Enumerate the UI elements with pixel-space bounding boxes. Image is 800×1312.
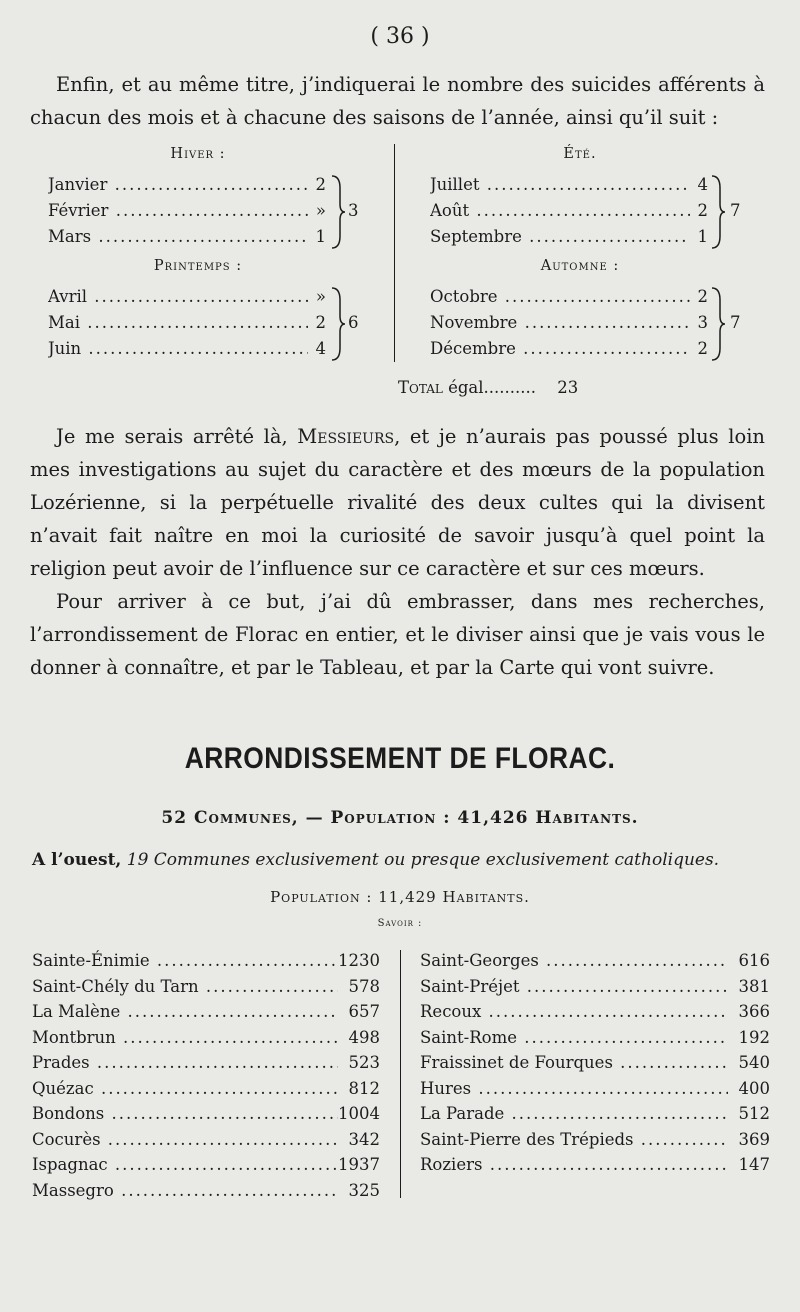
commune-population: 578 (348, 976, 380, 996)
month-row (430, 198, 708, 224)
total-label: Total (398, 378, 443, 397)
month-name: Février ..... (48, 198, 308, 224)
commune-row (32, 948, 380, 974)
month-name: Juillet ..... (430, 172, 690, 198)
month-row (48, 198, 326, 224)
month-name: Décembre ..... (430, 336, 690, 362)
month-name: Juin ..... (48, 336, 308, 362)
season-heading-winter: Hiver : (170, 146, 226, 162)
commune-population: 812 (348, 1078, 380, 1098)
commune-name: Sainte-Énimie ..... (32, 948, 338, 974)
commune-name: Montbrun ..... (32, 1025, 338, 1051)
month-row (430, 172, 708, 198)
arrondissement-subtitle: 52 Communes, — Population : 41,426 Habitants. (161, 808, 639, 828)
commune-row (32, 1025, 380, 1051)
commune-row (32, 1101, 380, 1127)
season-heading-autumn: Automne : (540, 258, 620, 274)
brace-spring (330, 286, 346, 362)
commune-row (420, 1152, 770, 1178)
commune-row (420, 974, 770, 1000)
summer-sum: 7 (730, 201, 741, 220)
commune-name: Bondons ..... (32, 1101, 338, 1127)
month-row (430, 336, 708, 362)
month-row (48, 224, 326, 250)
seasons-table (48, 140, 758, 372)
commune-name: La Malène ..... (32, 999, 338, 1025)
ouest-population-text: Population : 11,429 Habitants. (270, 888, 530, 906)
season-heading-summer: Été. (563, 146, 597, 162)
intro-paragraph (30, 68, 765, 134)
commune-population: 369 (738, 1129, 770, 1149)
month-row (430, 310, 708, 336)
body-paragraphs (30, 420, 765, 684)
commune-row (420, 948, 770, 974)
commune-name: Hures ..... (420, 1076, 728, 1102)
month-value: 1 (315, 227, 326, 246)
commune-name: Roziers ..... (420, 1152, 728, 1178)
month-name: Septembre ..... (430, 224, 690, 250)
commune-row (32, 1178, 380, 1204)
month-value: 4 (697, 175, 708, 194)
arrondissement-title: ARRONDISSEMENT DE FLORAC. (184, 742, 616, 775)
commune-population: 366 (738, 1002, 770, 1021)
commune-name: Saint-Préjet ..... (420, 974, 728, 1000)
page-number: ( 36 ) (370, 24, 430, 49)
total-value: 23 (557, 378, 579, 397)
commune-population: 498 (348, 1027, 380, 1047)
commune-name: Saint-Chély du Tarn ..... (32, 974, 338, 1000)
month-value: 2 (697, 201, 708, 220)
seasons-total (398, 378, 578, 397)
commune-population: 192 (738, 1027, 770, 1047)
commune-population: 512 (738, 1104, 770, 1123)
seasons-divider (394, 144, 395, 362)
commune-name: Saint-Georges ..... (420, 948, 728, 974)
brace-summer (710, 174, 726, 250)
month-name: Novembre ..... (430, 310, 690, 336)
month-name: Mai ..... (48, 310, 308, 336)
commune-name: Saint-Rome ..... (420, 1025, 728, 1051)
ouest-lead: A l’ouest, (32, 850, 122, 870)
spring-sum: 6 (348, 313, 359, 332)
commune-row (32, 974, 380, 1000)
month-row (48, 172, 326, 198)
month-row (48, 336, 326, 362)
month-name: Avril ..... (48, 284, 308, 310)
commune-row (420, 1101, 770, 1127)
commune-population: 342 (348, 1129, 380, 1149)
commune-name: Fraissinet de Fourques ..... (420, 1050, 728, 1076)
commune-name: Quézac ..... (32, 1076, 338, 1102)
month-row (48, 310, 326, 336)
commune-population: 400 (738, 1078, 770, 1098)
intro-text: Enfin, et au même titre, j’indiquerai le nombre des suicides afférents à chacun des mois et à chacune des saisons de l’année, ainsi qu’il suit : (30, 73, 765, 129)
messieurs: Messieurs (297, 425, 395, 448)
savoir-label: Savoir : (377, 918, 423, 929)
winter-sum: 3 (348, 201, 359, 220)
communes-divider (400, 950, 401, 1198)
commune-population: 657 (348, 1002, 380, 1021)
month-name: Mars ..... (48, 224, 308, 250)
commune-population: 147 (738, 1155, 770, 1174)
month-row (430, 224, 708, 250)
commune-name: Massegro ..... (32, 1178, 338, 1204)
commune-row (32, 1076, 380, 1102)
season-heading-spring: Printemps : (153, 258, 243, 274)
ouest-description: 19 Communes exclusivement ou presque exclusivement catholiques. (121, 850, 720, 870)
month-value: 2 (697, 339, 708, 358)
commune-name: Cocurès ..... (32, 1127, 338, 1153)
month-value: 4 (315, 339, 326, 358)
total-equal: égal (448, 378, 484, 397)
commune-population: 325 (348, 1180, 380, 1200)
commune-population: 523 (348, 1053, 380, 1072)
month-value: 1 (697, 227, 708, 246)
commune-row (32, 1050, 380, 1076)
autumn-sum: 7 (730, 313, 741, 332)
month-value: 2 (315, 175, 326, 194)
commune-name: Prades ..... (32, 1050, 338, 1076)
commune-row (32, 1152, 380, 1178)
paragraph-1-rest: , et je n’aurais pas poussé plus loin mes investigations au sujet du caractère et des mœurs de la population Lozérienne, si la perpétuelle rivalité des deux cultes qui la divisent n’avait fait naître en moi la curiosité de savoir jusqu’à quel point la religion peut avoir de l’influence sur ce caractère et sur ces mœurs. (30, 425, 765, 580)
month-name: Août ..... (430, 198, 690, 224)
brace-autumn (710, 286, 726, 362)
commune-row (420, 1050, 770, 1076)
total-dots: .......... (483, 378, 536, 397)
ouest-heading (32, 850, 772, 870)
month-value: 2 (315, 313, 326, 332)
month-value: » (315, 287, 326, 306)
commune-name: Saint-Pierre des Trépieds ..... (420, 1127, 728, 1153)
brace-winter (330, 174, 346, 250)
commune-name: Recoux ..... (420, 999, 728, 1025)
month-value: 3 (697, 313, 708, 332)
commune-row (32, 1127, 380, 1153)
month-row (48, 284, 326, 310)
month-name: Octobre ..... (430, 284, 690, 310)
commune-population: 616 (738, 951, 770, 970)
paragraph-1-start: Je me serais arrêté là, (56, 425, 298, 448)
commune-population: 1004 (338, 1104, 380, 1123)
commune-name: La Parade ..... (420, 1101, 728, 1127)
commune-row (420, 999, 770, 1025)
ouest-population (0, 888, 800, 906)
commune-row (420, 1127, 770, 1153)
commune-row (420, 1025, 770, 1051)
paragraph-2: Pour arriver à ce but, j’ai dû embrasser, dans mes recherches, l’arrondissement de Florac en entier, et le diviser ainsi que je vais vous le donner à connaître, et par le Tableau, et par la Carte qui vont suivre. (30, 590, 765, 679)
commune-name: Ispagnac ..... (32, 1152, 338, 1178)
commune-row (32, 999, 380, 1025)
commune-population: 1937 (338, 1155, 380, 1174)
commune-population: 381 (738, 976, 770, 996)
month-value: 2 (697, 287, 708, 306)
commune-population: 540 (738, 1053, 770, 1072)
commune-row (420, 1076, 770, 1102)
paragraph-1 (30, 420, 765, 585)
commune-population: 1230 (338, 951, 380, 970)
month-name: Janvier ..... (48, 172, 308, 198)
month-row (430, 284, 708, 310)
month-value: » (315, 201, 326, 220)
